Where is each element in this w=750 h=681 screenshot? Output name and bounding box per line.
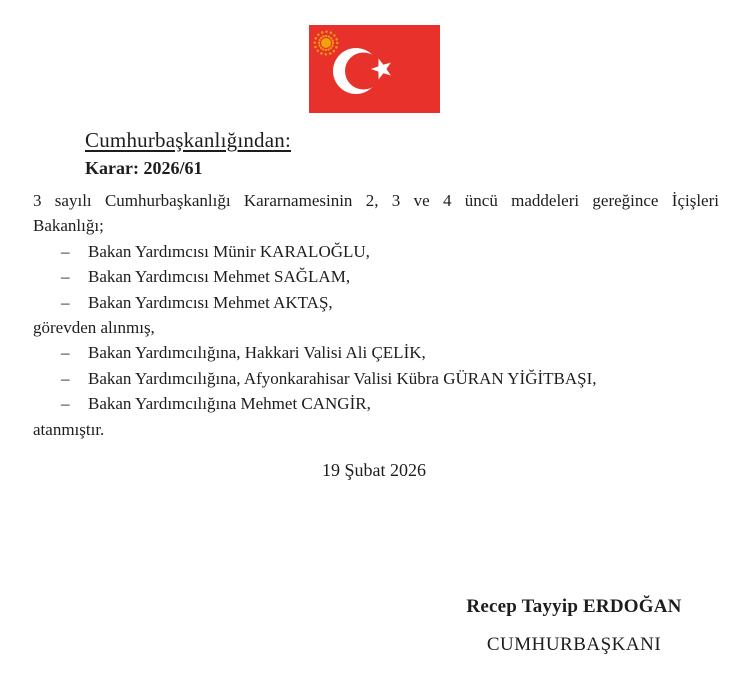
signatory-title: CUMHURBAŞKANI [486, 634, 662, 655]
list-item-text: Bakan Yardımcısı Münir KARALOĞLU, [88, 241, 370, 261]
turkish-flag-image [309, 25, 440, 113]
document-header [85, 127, 291, 179]
intro-line-1: 3 sayılı Cumhurbaşkanlığı Kararnamesinin 2, 3 ve 4 üncü maddeleri gereğince İçişleri [33, 191, 719, 210]
list-item-text: Bakan Yardımcılığına Mehmet CANGİR, [88, 394, 371, 414]
presidential-sun-emblem [315, 32, 338, 55]
list-item-dismissed-3 [33, 290, 719, 315]
list-item-text: Bakan Yardımcılığına, Afyonkarahisar Valisi Kübra GÜRAN YİĞİTBAŞI, [88, 368, 597, 388]
issuer-heading: Cumhurbaşkanlığından: [85, 128, 292, 152]
signature-block [448, 596, 700, 656]
intro-line-2: Bakanlığı; [33, 216, 104, 236]
list-item-appointed-3 [33, 391, 719, 416]
decree-date: 19 Şubat 2026 [321, 460, 426, 480]
turkish-presidential-flag [309, 25, 440, 113]
list-item-text: Bakan Yardımcısı Mehmet SAĞLAM, [88, 267, 351, 287]
list-dash: – [61, 343, 70, 363]
signatory-name: Recep Tayyip ERDOĞAN [466, 596, 682, 617]
list-dash: – [61, 241, 70, 261]
list-dash: – [61, 368, 70, 388]
list-item-text: Bakan Yardımcısı Mehmet AKTAŞ, [88, 292, 333, 312]
appointed-closing: atanmıştır. [33, 419, 105, 439]
list-item-text: Bakan Yardımcılığına, Hakkari Valisi Ali ÇELİK, [88, 343, 426, 363]
list-dash: – [61, 394, 70, 414]
list-item-appointed-2 [33, 366, 719, 391]
dismissed-closing: görevden alınmış, [33, 318, 155, 338]
list-item-appointed-1 [33, 340, 719, 365]
list-item-dismissed-2 [33, 264, 719, 289]
list-item-dismissed-1 [33, 239, 719, 264]
decree-body [33, 188, 719, 442]
decision-number: Karar: 2026/61 [85, 158, 203, 178]
list-dash: – [61, 292, 70, 312]
list-dash: – [61, 267, 70, 287]
